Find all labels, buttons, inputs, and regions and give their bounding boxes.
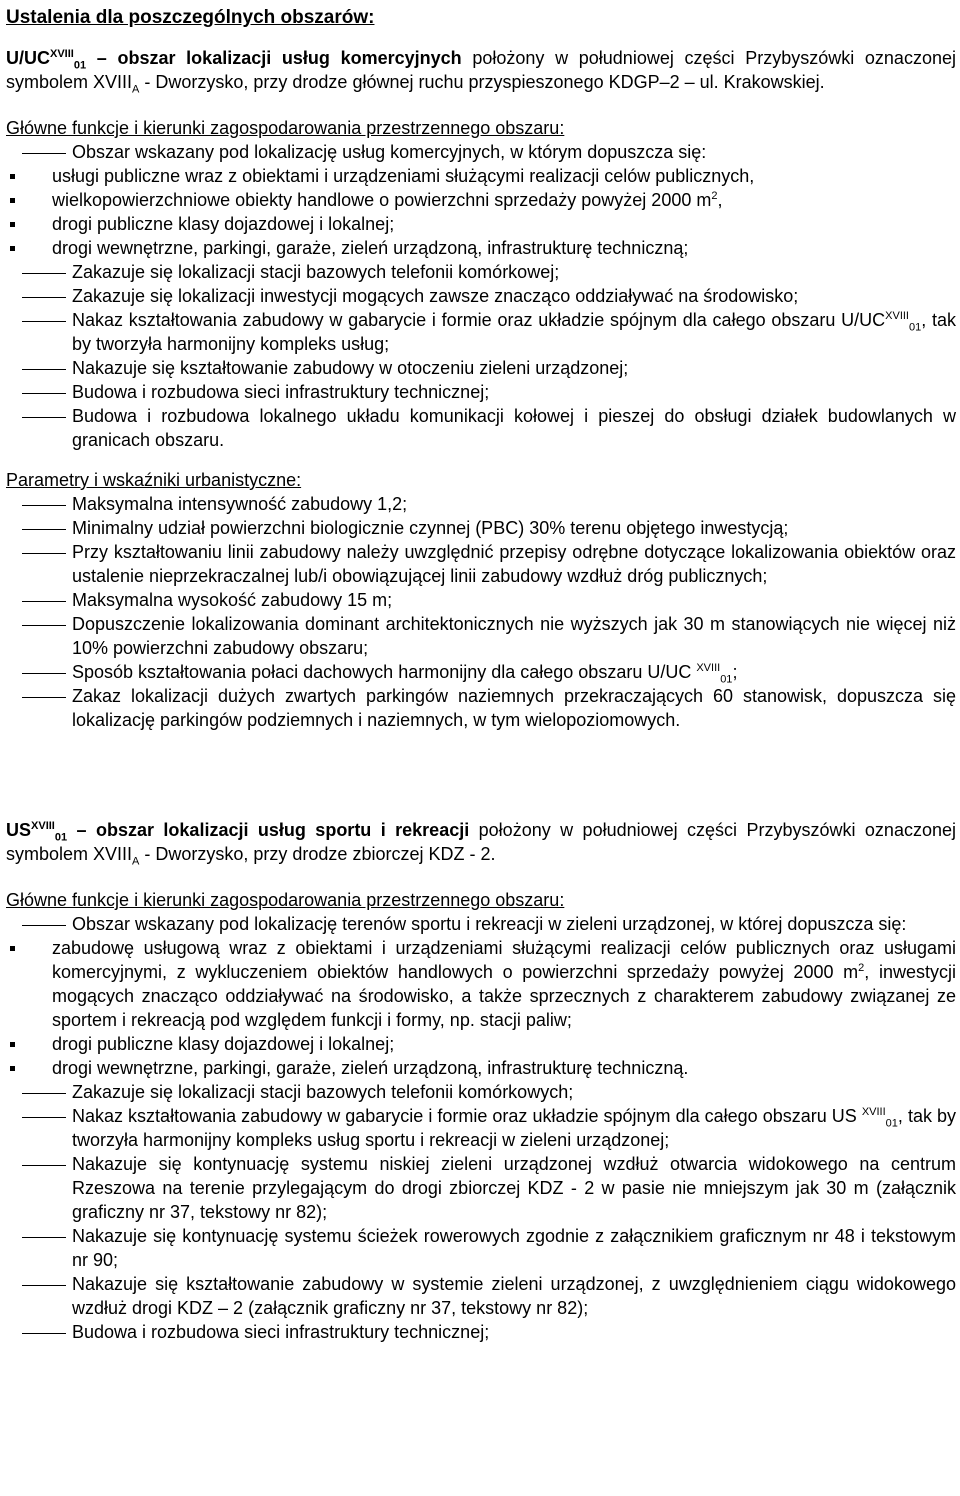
area-location: położony w południowej części Przybyszówki oznaczonej symbolem $XVIII_A$ - Dworzysko, przy drodze zbiorczej KDZ - 2. [6,820,956,868]
area-code: $U/UC^{XVIII}_{01}$ [6,48,87,72]
page-heading: Ustalenia dla poszczególnych obszarów: [6,7,375,28]
area-us-description: $US^{XVIII}_{01}$ – obszar lokalizacji usług sportu i rekreacji położony w południowej części Przybyszówki oznaczonej symbolem $XVIII_A$ - Dworzysko, przy drodze zbiorczej KDZ - 2. [6,820,956,868]
list-item: Zakaz lokalizacji dużych zwartych parkingów naziemnych przekraczających 60 stanowisk, dopuszcza się lokalizację parkingów podziemnych i naziemnych, w tym wielopoziomowych. [6,684,956,732]
params-title: Parametry i wskaźniki urbanistyczne: [6,470,302,490]
list-item: zabudowę usługową wraz z obiektami i urządzeniami służącymi realizacji celów publicznych oraz usługami komercyjnymi, z wykluczeniem obiektów handlowych o powierzchni sprzedaży powyżej 2000 $m^2$, inwestycji mogących znacząco oddziaływać na środowisko, a także sprzecznych z charakterem zabudowy związanej ze sportem i rekreacją pod względem funkcji i formy, np. stacji paliw; [6,936,956,1032]
list-item: Budowa i rozbudowa sieci infrastruktury technicznej; [6,1320,956,1344]
list-item: Maksymalna wysokość zabudowy 15 m; [6,588,956,612]
area-title: obszar lokalizacji usług sportu i rekreacji [95,820,470,840]
list-item: usługi publiczne wraz z obiektami i urządzeniami służącymi realizacji celów publicznych, [6,164,956,188]
area-code: $US^{XVIII}_{01}$ [6,820,68,844]
list-item: Nakazuje się kształtowanie zabudowy w systemie zieleni urządzonej, z uwzględnieniem ciągu widokowego wzdłuż drogi KDZ – 2 (załącznik graficzny nr 37, tekstowy nr 82); [6,1272,956,1320]
params-list [6,492,956,732]
list-item: drogi wewnętrzne, parkingi, garaże, zieleń urządzoną, infrastrukturę techniczną; [6,236,956,260]
list-item: Zakazuje się lokalizacji inwestycji mogących zawsze znacząco oddziaływać na środowisko; [6,284,956,308]
list-item: Nakazuje się kształtowanie zabudowy w otoczeniu zieleni urządzonej; [6,356,956,380]
area-title: obszar lokalizacji usług komercyjnych [117,48,462,68]
document-page [6,6,956,1344]
list-item: Zakazuje się lokalizacji stacji bazowych telefonii komórkowej; [6,260,956,284]
list-item: Sposób kształtowania połaci dachowych harmonijny dla całego obszaru U/UC $^{XVIII}_{01}$; [6,660,956,684]
list-item: drogi publiczne klasy dojazdowej i lokalnej; [6,1032,956,1056]
list-item: Budowa i rozbudowa lokalnego układu komunikacji kołowej i pieszej do obsługi działek budowlanych w granicach obszaru. [6,404,956,452]
functions-list [6,140,956,452]
functions-title: Główne funkcje i kierunki zagospodarowania przestrzennego obszaru: [6,118,565,138]
list-item: Minimalny udział powierzchni biologicznie czynnej (PBC) 30% terenu objętego inwestycją; [6,516,956,540]
list-item: Nakazuje się kontynuację systemu niskiej zieleni urządzonej wzdłuż otwarcia widokowego na centrum Rzeszowa na terenie przylegającym do drogi zbiorczej KDZ - 2 w pasie nie mniejszym jak 30 m (załącznik graficzny nr 37, tekstowy nr 82); [6,1152,956,1224]
list-item: drogi wewnętrzne, parkingi, garaże, zieleń urządzoną, infrastrukturę techniczną. [6,1056,956,1080]
functions-list [6,912,956,1344]
list-item: Przy kształtowaniu linii zabudowy należy uwzględnić przepisy odrębne dotyczące lokalizowania obiektów oraz ustalenie nieprzekraczalnej lub/i obowiązującej linii zabudowy wzdłuż dróg publicznych; [6,540,956,588]
allowed-list [6,164,956,260]
area-location: położony w południowej części Przybyszówki oznaczonej symbolem $XVIII_A$ - Dworzysko, przy drodze głównej ruchu przyspieszonego KDGP–2 – ul. Krakowskiej. [6,48,956,96]
list-item: Dopuszczenie lokalizowania dominant architektonicznych nie wyższych jak 30 m stanowiących nie więcej niż 10% powierzchni zabudowy obszaru; [6,612,956,660]
list-item: Maksymalna intensywność zabudowy 1,2; [6,492,956,516]
allowed-list [6,936,956,1080]
list-item: Budowa i rozbudowa sieci infrastruktury technicznej; [6,380,956,404]
list-item: Nakazuje się kontynuację systemu ścieżek rowerowych zgodnie z załącznikiem graficznym nr 48 i tekstowym nr 90; [6,1224,956,1272]
list-item: Nakaz kształtowania zabudowy w gabarycie i formie oraz układzie spójnym dla całego obszaru US $^{XVIII}_{01}$, tak by tworzyła harmonijny kompleks usług sportu i rekreacji w zieleni urządzonej; [6,1104,956,1152]
list-item: Obszar wskazany pod lokalizację terenów sportu i rekreacji w zieleni urządzonej, w której dopuszcza się: zabudowę usługową wraz z obiektami i urządzeniami służącymi realizacji celów publicznych oraz usługami komercyjnymi, z wykluczeniem obiektów handlowych o powierzchni sprzedaży powyżej 2000 $m^2$, inwestycji mogących znacząco oddziaływać na środowisko, a także sprzecznych z charakterem zabudowy związanej ze sportem i rekreacją pod względem funkcji i formy, np. stacji paliw; drogi publiczne klasy dojazdowej i lokalnej; drogi wewnętrzne, parkingi, garaże, zieleń urządzoną, infrastrukturę techniczną. [6,912,956,1080]
list-item: Nakaz kształtowania zabudowy w gabarycie i formie oraz układzie spójnym dla całego obszaru $U/UC^{XVIII}_{01}$, tak by tworzyła harmonijny kompleks usług; [6,308,956,356]
list-item: Obszar wskazany pod lokalizację usług komercyjnych, w którym dopuszcza się: usługi publiczne wraz z obiektami i urządzeniami służącymi realizacji celów publicznych, wielkopowierzchniowe obiekty handlowe o powierzchni sprzedaży powyżej 2000 $m^2$, drogi publiczne klasy dojazdowej i lokalnej; drogi wewnętrzne, parkingi, garaże, zieleń urządzoną, infrastrukturę techniczną; [6,140,956,260]
functions-title: Główne funkcje i kierunki zagospodarowania przestrzennego obszaru: [6,890,565,910]
area-usluc-description: $U/UC^{XVIII}_{01}$ – obszar lokalizacji usług komercyjnych położony w południowej części Przybyszówki oznaczonej symbolem $XVIII_A$ - Dworzysko, przy drodze głównej ruchu przyspieszonego KDGP–2 – ul. Krakowskiej. [6,48,956,96]
list-item: wielkopowierzchniowe obiekty handlowe o powierzchni sprzedaży powyżej 2000 $m^2$, [6,188,956,212]
list-item: Zakazuje się lokalizacji stacji bazowych telefonii komórkowych; [6,1080,956,1104]
list-item: drogi publiczne klasy dojazdowej i lokalnej; [6,212,956,236]
